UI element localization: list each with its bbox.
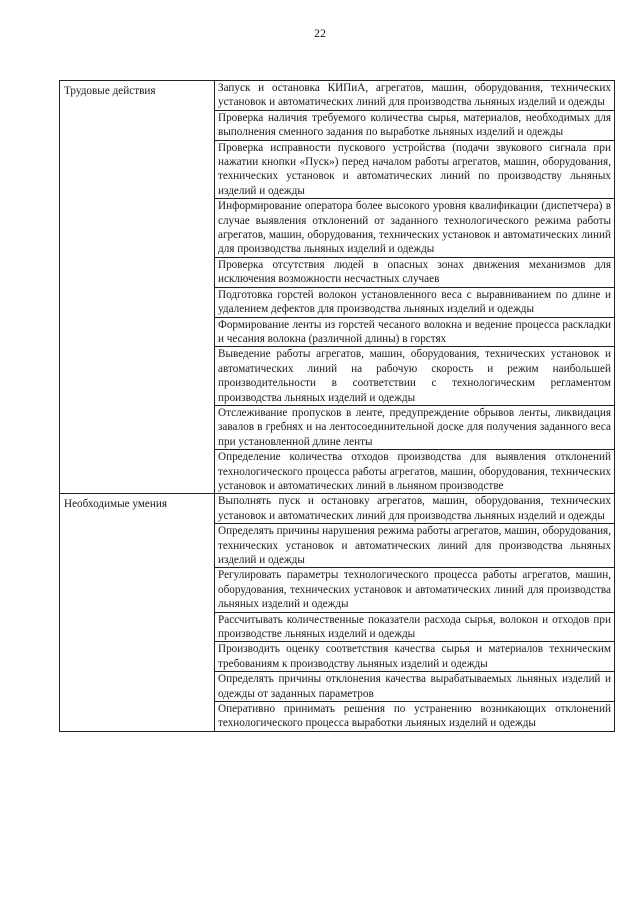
list-item: Проверка исправности пускового устройства (подачи звукового сигнала при нажатии кнопки «Пуск») перед началом работы агрегатов, машин, оборудования, технических установок и автоматических линий по производству льняных изделий и одежды <box>215 141 614 200</box>
list-item: Выведение работы агрегатов, машин, оборудования, технических установок и автоматических линий на рабочую скорость и режим наибольшей производительности в соответствии с технологическим регламентом производства льняных изделий и одежды <box>215 347 614 406</box>
table-row <box>60 81 615 494</box>
list-item: Рассчитывать количественные показатели расхода сырья, волокон и отходов при производстве льняных изделий и одежды <box>215 613 614 643</box>
list-item: Проверка наличия требуемого количества сырья, материалов, необходимых для выполнения сменного задания по выработке льняных изделий и одежды <box>215 111 614 141</box>
section-label: Трудовые действия <box>60 81 215 494</box>
list-item: Оперативно принимать решения по устранению возникающих отклонений технологического процесса выработки льняных изделий и одежды <box>218 703 611 730</box>
list-item: Определять причины отклонения качества вырабатываемых льняных изделий и одежды от заданных параметров <box>215 672 614 702</box>
list-item: Регулировать параметры технологического процесса работы агрегатов, машин, оборудования, технических установок и автоматических линий для производства льняных изделий и одежды <box>215 568 614 612</box>
list-item: Выполнять пуск и остановку агрегатов, машин, оборудования, технических установок и автоматических линий для производства льняных изделий и одежды <box>215 494 614 524</box>
list-item: Определять причины нарушения режима работы агрегатов, машин, оборудования, технических установок и автоматических линий для производства льняных изделий и одежды <box>215 524 614 568</box>
list-item: Формирование ленты из горстей чесаного волокна и ведение процесса раскладки и чесания волокна (различной длины) в горстях <box>215 318 614 348</box>
page-number: 22 <box>314 26 326 40</box>
list-item: Определение количества отходов производства для выявления отклонений технологического процесса работы агрегатов, машин, оборудования, технических установок и автоматических линий в льняном производстве <box>218 451 611 492</box>
requirements-table <box>59 80 615 732</box>
table-row <box>60 494 615 732</box>
list-item: Информирование оператора более высокого уровня квалификации (диспетчера) в случае выявления отклонений от заданного технологического режима работы агрегатов, машин, оборудования, технических установок и автоматических линий для производства льняных изделий и одежды <box>215 199 614 258</box>
section-label: Необходимые умения <box>60 494 215 732</box>
list-item: Запуск и остановка КИПиА, агрегатов, машин, оборудования, технических установок и автоматических линий для производства льняных изделий и одежды <box>215 81 614 111</box>
list-item: Подготовка горстей волокон установленного веса с выравниванием по длине и удалением дефектов для производства льняных изделий и одежды <box>215 288 614 318</box>
list-item: Отслеживание пропусков в ленте, предупреждение обрывов ленты, ликвидация завалов в гребнях и на лентосоединительной доске для получения заданного веса при установленной длине ленты <box>215 406 614 450</box>
section-content <box>215 81 615 494</box>
list-item: Проверка отсутствия людей в опасных зонах движения механизмов для исключения возможности несчастных случаев <box>215 258 614 288</box>
section-content <box>215 494 615 732</box>
list-item: Производить оценку соответствия качества сырья и материалов техническим требованиям к производству льняных изделий и одежды <box>215 642 614 672</box>
